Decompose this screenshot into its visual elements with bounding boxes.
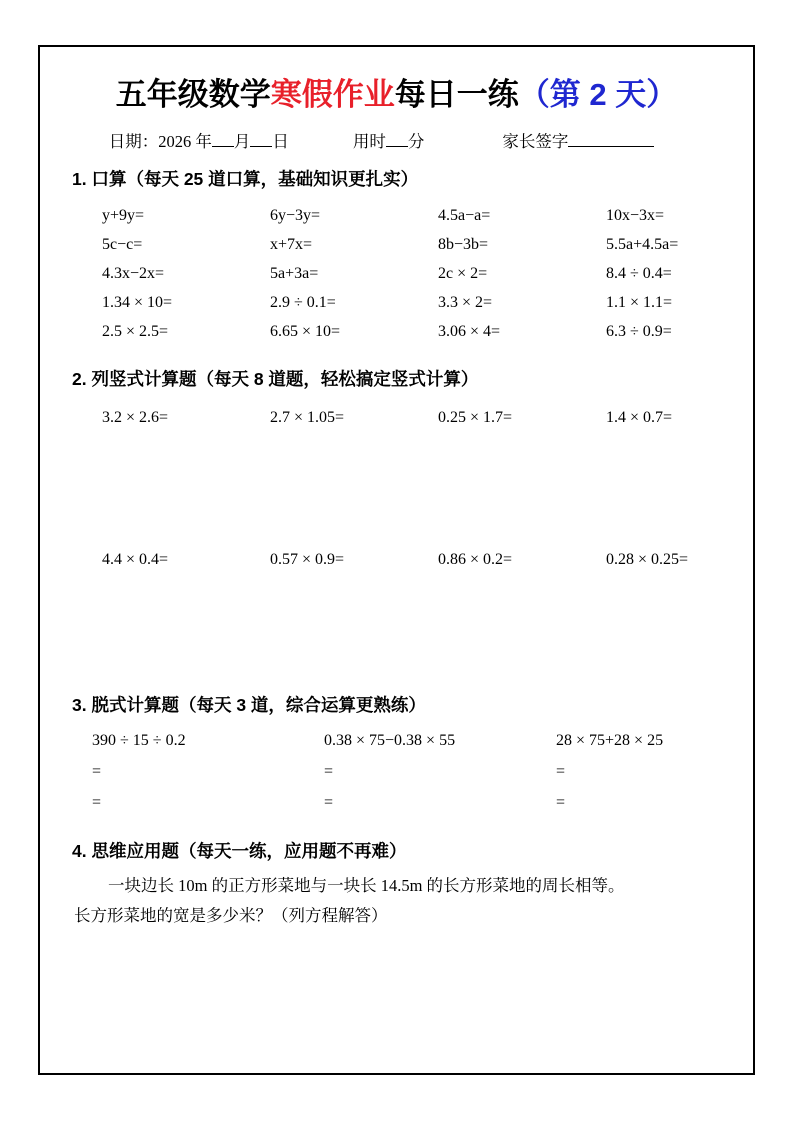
signature-label: 家长签字: [502, 132, 569, 151]
problem-item: 1.34 × 10=: [102, 294, 173, 311]
day-blank[interactable]: [250, 146, 272, 147]
problem-item: x+7x=: [270, 236, 313, 253]
date-field: [109, 128, 289, 152]
problem-item: 28 × 75+28 × 25: [556, 732, 664, 749]
title-part-daily: 每日一练: [394, 77, 519, 112]
section-2-problems: [102, 403, 729, 574]
work-line: =: [556, 763, 566, 780]
title-part-grade: 五年级数学: [115, 77, 271, 112]
problem-item: 2.7 × 1.05=: [270, 409, 345, 426]
problem-item: 2.9 ÷ 0.1=: [270, 294, 336, 311]
month-blank[interactable]: [212, 146, 234, 147]
worksheet-content: [38, 45, 755, 1075]
section-3-heading: 3. 脱式计算题（每天 3 道，综合运算更熟练）: [72, 695, 426, 715]
section-4-body: [74, 871, 729, 931]
problem-item: 8.4 ÷ 0.4=: [606, 265, 672, 282]
problem-item: 0.25 × 1.7=: [438, 409, 513, 426]
word-problem-text-1: 一块边长 10m 的正方形菜地与一块长 14.5m 的长方形菜地的周长相等。: [108, 876, 625, 895]
problem-item: 5.5a+4.5a=: [606, 236, 679, 253]
section-1-heading: 1. 口算（每天 25 道口算，基础知识更扎实）: [72, 169, 419, 189]
time-field: [353, 128, 425, 152]
work-line: =: [324, 763, 334, 780]
time-blank[interactable]: [386, 146, 408, 147]
problem-item: 0.86 × 0.2=: [438, 551, 513, 568]
section-2-heading: 2. 列竖式计算题（每天 8 道题，轻松搞定竖式计算）: [72, 369, 479, 389]
problem-item: 10x−3x=: [606, 207, 665, 224]
problem-item: 5c−c=: [102, 236, 143, 253]
problem-item: 5a+3a=: [270, 265, 319, 282]
problem-item: 3.2 × 2.6=: [102, 409, 169, 426]
page-title: [64, 69, 729, 114]
word-problem-line-1: [74, 871, 729, 901]
problem-item: 4.3x−2x=: [102, 265, 165, 282]
problem-item: 6y−3y=: [270, 207, 321, 224]
problem-item: 3.3 × 2=: [438, 294, 493, 311]
section-1-problems: [102, 201, 729, 346]
signature-field: [502, 128, 654, 152]
problem-item: 2.5 × 2.5=: [102, 323, 169, 340]
problem-item: 2c × 2=: [438, 265, 488, 282]
time-unit: 分: [407, 132, 425, 151]
title-part-winter-homework: 寒假作业: [270, 77, 395, 112]
problem-item: 1.1 × 1.1=: [606, 294, 673, 311]
problem-item: 6.3 ÷ 0.9=: [606, 323, 672, 340]
problem-item: 390 ÷ 15 ÷ 0.2: [92, 732, 186, 749]
section-3-problems: [92, 725, 729, 818]
word-problem-line-2: 长方形菜地的宽是多少米？（列方程解答）: [74, 906, 388, 925]
problem-item: 0.38 × 75−0.38 × 55: [324, 732, 456, 749]
work-line: =: [556, 794, 566, 811]
title-part-day: （第 2 天）: [518, 77, 678, 112]
date-label: 日期：2026 年: [108, 132, 212, 151]
problem-item: 4.5a−a=: [438, 207, 491, 224]
problem-item: 6.65 × 10=: [270, 323, 341, 340]
day-unit: 日: [272, 132, 289, 151]
problem-item: 0.57 × 0.9=: [270, 551, 345, 568]
signature-blank[interactable]: [568, 146, 654, 147]
work-line: =: [92, 794, 102, 811]
time-label: 用时: [352, 132, 386, 151]
problem-item: 3.06 × 4=: [438, 323, 501, 340]
work-line: =: [92, 763, 102, 780]
problem-item: y+9y=: [102, 207, 145, 224]
problem-item: 1.4 × 0.7=: [606, 409, 673, 426]
work-line: =: [324, 794, 334, 811]
problem-item: 0.28 × 0.25=: [606, 551, 689, 568]
problem-item: 8b−3b=: [438, 236, 489, 253]
section-4-heading: 4. 思维应用题（每天一练，应用题不再难）: [72, 841, 407, 861]
problem-item: 4.4 × 0.4=: [102, 551, 169, 568]
month-unit: 月: [233, 132, 251, 151]
info-line: [64, 128, 729, 152]
